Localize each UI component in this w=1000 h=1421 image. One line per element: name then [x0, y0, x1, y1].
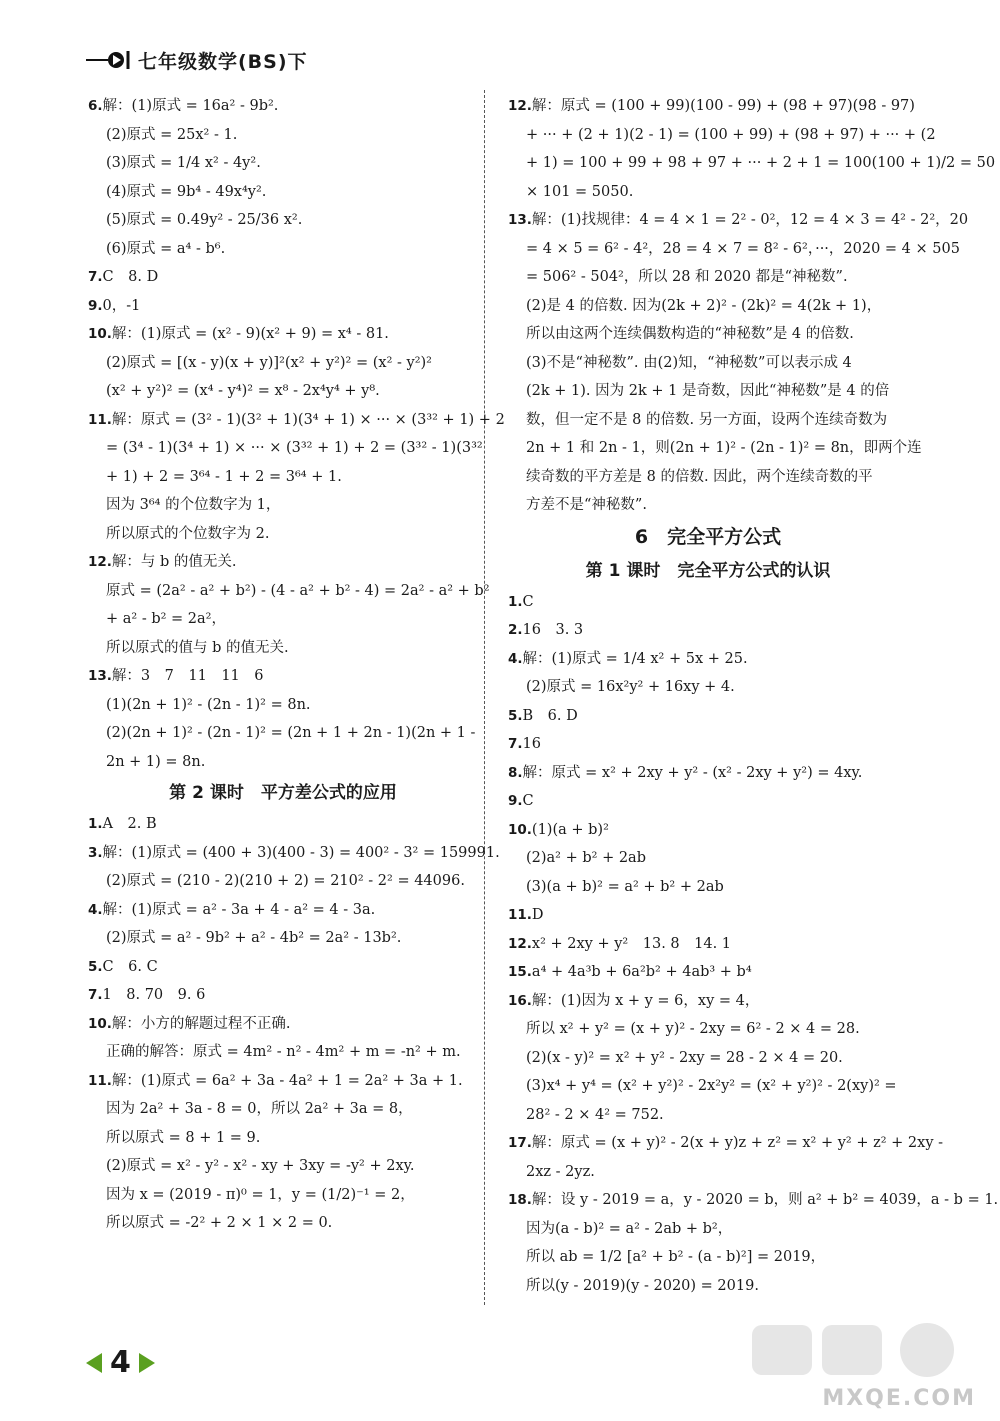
answer-text: (2)(x - y)² = x² + y² - 2xy = 28 - 2 × 4 = 20.: [526, 1049, 843, 1066]
answer-line: [88, 605, 478, 634]
answer-item: [88, 92, 478, 121]
answer-text: 2xz - 2yz.: [526, 1163, 595, 1180]
answer-line: [508, 292, 908, 321]
question-number: 12.: [508, 98, 532, 114]
answer-text: (3)不是“神秘数”. 由(2)知，“神秘数”可以表示成 4: [526, 354, 852, 371]
answer-text: a⁴ + 4a³b + 6a²b² + 4ab³ + b⁴: [531, 964, 752, 980]
answer-item: [508, 816, 908, 845]
answer-item: [88, 839, 500, 868]
book-title: 七年级数学(BS)下: [138, 50, 308, 73]
answer-text: (2)a² + b² + 2ab: [526, 850, 646, 866]
answer-text: x² + 2xy + y² 13. 8 14. 1: [531, 935, 732, 952]
answer-item: [88, 953, 478, 982]
answer-line: [508, 434, 922, 463]
answer-text: 解：原式 = (3² - 1)(3² + 1)(3⁴ + 1) × ··· × (3³² + 1) + 2: [111, 411, 505, 428]
answer-item: [508, 1186, 999, 1215]
answer-line: [88, 1124, 478, 1153]
answer-item: [508, 901, 908, 930]
answer-line: [88, 377, 478, 406]
answer-text: (4)原式 = 9b⁴ - 49x⁴y².: [106, 183, 267, 200]
answer-line: [88, 178, 478, 207]
answer-item: [88, 896, 478, 925]
answer-item: [508, 616, 908, 645]
answer-item: [88, 548, 478, 577]
question-number: 10.: [508, 821, 532, 838]
answer-text: 解：3 7 11 11 6: [111, 668, 264, 684]
answer-line: [88, 349, 478, 378]
answer-item: [88, 320, 478, 349]
answer-item: [88, 810, 478, 839]
answer-text: 解：(1)因为 x + y = 6，xy = 4，: [531, 992, 760, 1009]
answer-item: [508, 1129, 944, 1158]
answer-item: [88, 1067, 478, 1096]
answer-text: = (3⁴ - 1)(3⁴ + 1) × ··· × (3³² + 1) + 2 = (3³² - 1)(3³²: [106, 440, 483, 456]
answer-line: [508, 673, 908, 702]
answer-text: 解：(1)找规律：4 = 4 × 1 = 2² - 0²，12 = 4 × 3 = 4² - 2²，20: [531, 212, 969, 228]
answer-item: [508, 206, 969, 235]
answer-text: B 6. D: [522, 707, 578, 724]
answer-text: (6)原式 = a⁴ - b⁶.: [106, 240, 226, 257]
answer-text: (1)(2n + 1)² - (2n - 1)² = 8n.: [106, 696, 311, 713]
answer-line: [508, 349, 908, 378]
answer-line: [508, 1101, 908, 1130]
answer-text: C: [522, 593, 534, 610]
answer-line: [508, 377, 908, 406]
question-number: 11.: [508, 907, 532, 923]
answer-line: [508, 1044, 908, 1073]
answer-text: 28² - 2 × 4² = 752.: [526, 1106, 664, 1123]
answer-line: [508, 491, 908, 520]
answer-text: = 506² - 504²，所以 28 和 2020 都是“神秘数”.: [526, 269, 848, 285]
answer-text: 所以原式的值与 b 的值无关.: [106, 639, 289, 656]
answer-line: [88, 235, 478, 264]
answer-item: [508, 787, 908, 816]
answer-line: [88, 691, 478, 720]
answer-line: [88, 206, 478, 235]
answer-item: [508, 702, 908, 731]
answer-text: 所以由这两个连续偶数构造的“神秘数”是 4 的倍数.: [526, 326, 854, 342]
answer-text: 正确的解答：原式 = 4m² - n² - 4m² + m = -n² + m.: [106, 1044, 461, 1060]
answer-text: 解：(1)原式 = (x² - 9)(x² + 9) = x⁴ - 81.: [111, 326, 389, 342]
answer-text: 数，但一定不是 8 的倍数. 另一方面，设两个连续奇数为: [526, 411, 888, 428]
answer-item: [508, 92, 915, 121]
answer-text: 解：(1)原式 = 6a² + 3a - 4a² + 1 = 2a² + 3a + 1.: [111, 1072, 463, 1089]
answer-line: [508, 1243, 908, 1272]
page-number-footer: [86, 1345, 155, 1380]
answer-text: (2)原式 = x² - y² - x² - xy + 3xy = -y² + 2xy.: [106, 1158, 415, 1174]
question-number: 3.: [88, 844, 103, 861]
answer-text: + a² - b² = 2a²，: [106, 611, 226, 627]
answer-text: 所以原式的个位数字为 2.: [106, 525, 270, 542]
answer-text: × 101 = 5050.: [526, 183, 634, 200]
answer-text: 2n + 1 和 2n - 1，则(2n + 1)² - (2n - 1)² = 8n，即两个连: [526, 440, 922, 456]
answer-item: [88, 406, 505, 435]
question-number: 12.: [508, 935, 532, 952]
question-number: 16.: [508, 992, 532, 1009]
answer-item: [508, 730, 908, 759]
answer-text: 所以(y - 2019)(y - 2020) = 2019.: [526, 1277, 759, 1294]
answer-item: [88, 1010, 478, 1039]
question-number: 1.: [508, 593, 523, 610]
answer-text: (3)x⁴ + y⁴ = (x² + y²)² - 2x²y² = (x² + y²)² - 2(xy)² =: [526, 1078, 897, 1094]
answer-item: [508, 588, 908, 617]
question-number: 10.: [88, 326, 112, 342]
answer-line: [88, 149, 478, 178]
answer-text: 2n + 1) = 8n.: [106, 753, 206, 770]
answer-text: 所以原式 = -2² + 2 × 1 × 2 = 0.: [106, 1215, 333, 1231]
answer-line: [508, 235, 960, 264]
column-divider: [484, 90, 485, 1305]
answer-text: + ··· + (2 + 1)(2 - 1) = (100 + 99) + (98 + 97) + ··· + (2: [526, 126, 936, 143]
answer-line: [508, 178, 908, 207]
question-number: 4.: [88, 901, 103, 918]
question-number: 15.: [508, 964, 532, 980]
answer-text: (2)原式 = 16x²y² + 16xy + 4.: [526, 679, 735, 695]
answer-item: [508, 645, 908, 674]
answer-line: [88, 1095, 478, 1124]
answer-item: [508, 759, 908, 788]
answer-line: [508, 873, 908, 902]
answer-line: [508, 1158, 908, 1187]
answer-text: (3)(a + b)² = a² + b² + 2ab: [526, 878, 724, 895]
book-logo-icon: [86, 49, 134, 71]
question-number: 7.: [88, 269, 103, 285]
question-number: 17.: [508, 1135, 532, 1151]
answer-text: D: [531, 907, 544, 923]
answer-line: [88, 520, 478, 549]
answer-line: [508, 1215, 908, 1244]
page-number: 4: [110, 1345, 131, 1380]
answer-text: 解：原式 = (x + y)² - 2(x + y)z + z² = x² + y² + z² + 2xy -: [531, 1135, 944, 1151]
answer-line: [508, 844, 908, 873]
answer-line: [508, 1015, 908, 1044]
answer-line: [88, 924, 478, 953]
answer-text: 解：设 y - 2019 = a，y - 2020 = b，则 a² + b² = 4039，a - b = 1.: [531, 1192, 999, 1208]
answer-text: 所以原式 = 8 + 1 = 9.: [106, 1129, 261, 1146]
answer-line: [88, 121, 478, 150]
answer-line: [88, 1038, 478, 1067]
answer-text: + 1) + 2 = 3⁶⁴ - 1 + 2 = 3⁶⁴ + 1.: [106, 468, 342, 485]
answer-text: 解：与 b 的值无关.: [111, 554, 237, 570]
answer-item: [88, 263, 478, 292]
question-number: 9.: [508, 793, 523, 809]
answer-text: C 6. C: [102, 958, 158, 975]
answer-text: (2)原式 = (210 - 2)(210 + 2) = 210² - 2² = 44096.: [106, 873, 465, 889]
answer-line: [88, 434, 483, 463]
question-number: 10.: [88, 1015, 112, 1032]
answer-line: [508, 149, 996, 178]
answer-line: [88, 867, 478, 896]
answer-text: (2)(2n + 1)² - (2n - 1)² = (2n + 1 + 2n - 1)(2n + 1 -: [106, 725, 476, 741]
answer-line: [508, 121, 936, 150]
section-heading: 第 2 课时 平方差公式的应用: [169, 783, 397, 803]
page-header: [86, 46, 308, 74]
answer-text: 所以 ab = 1/2 [a² + b² - (a - b)²] = 2019，: [526, 1249, 826, 1265]
question-number: 5.: [88, 958, 103, 975]
answer-item: [88, 981, 478, 1010]
answer-text: 解：原式 = (100 + 99)(100 - 99) + (98 + 97)(98 - 97): [531, 98, 915, 114]
answer-line: [88, 491, 478, 520]
answer-item: [508, 958, 908, 987]
answer-item: [508, 987, 908, 1016]
answer-line: [508, 406, 908, 435]
answer-text: (x² + y²)² = (x⁴ - y⁴)² = x⁸ - 2x⁴y⁴ + y⁸.: [106, 383, 380, 399]
question-number: 5.: [508, 707, 523, 724]
question-number: 4.: [508, 650, 523, 667]
right-column: [508, 92, 999, 1300]
answer-line: [508, 463, 908, 492]
question-number: 8.: [508, 764, 523, 781]
answer-text: (1)(a + b)²: [531, 821, 609, 838]
section-heading: 6 完全平方公式: [634, 525, 782, 548]
question-number: 9.: [88, 297, 103, 314]
question-number: 11.: [88, 411, 112, 428]
answer-text: (2k + 1). 因为 2k + 1 是奇数，因此“神秘数”是 4 的倍: [526, 383, 890, 399]
answer-text: 1 8. 70 9. 6: [102, 987, 206, 1003]
question-number: 7.: [508, 736, 523, 752]
answer-text: (5)原式 = 0.49y² - 25/36 x².: [106, 212, 303, 228]
answer-line: [88, 463, 478, 492]
answer-text: 解：(1)原式 = (400 + 3)(400 - 3) = 400² - 3² = 159991.: [102, 844, 500, 861]
answer-text: C: [522, 793, 534, 809]
answer-text: (3)原式 = 1/4 x² - 4y².: [106, 155, 261, 171]
answer-text: 解：(1)原式 = 1/4 x² + 5x + 25.: [522, 650, 748, 667]
answer-text: (2)原式 = [(x - y)(x + y)]²(x² + y²)² = (x² - y²)²: [106, 354, 432, 371]
answer-line: [88, 1181, 478, 1210]
answer-text: 解：(1)原式 = 16a² - 9b².: [102, 98, 279, 114]
answer-item: [88, 662, 478, 691]
answer-line: [88, 1209, 478, 1238]
answer-text: 解：(1)原式 = a² - 3a + 4 - a² = 4 - 3a.: [102, 901, 376, 918]
answer-text: 因为 x = (2019 - π)⁰ = 1，y = (1/2)⁻¹ = 2，: [106, 1186, 415, 1203]
answer-text: A 2. B: [102, 816, 157, 832]
answer-line: [508, 320, 908, 349]
answer-line: [88, 1152, 478, 1181]
answer-text: 16 3. 3: [522, 622, 584, 638]
question-number: 2.: [508, 622, 523, 638]
answer-text: (2)原式 = a² - 9b² + a² - 4b² = 2a² - 13b².: [106, 930, 402, 946]
answer-item: [508, 930, 908, 959]
answer-text: (2)原式 = 25x² - 1.: [106, 126, 238, 143]
arrow-left-icon: [86, 1353, 102, 1373]
answer-text: 16: [522, 736, 541, 752]
answer-text: 原式 = (2a² - a² + b²) - (4 - a² + b² - 4) = 2a² - a² + b²: [106, 582, 490, 599]
question-number: 13.: [88, 668, 112, 684]
answer-text: 解：原式 = x² + 2xy + y² - (x² - 2xy + y²) = 4xy.: [522, 764, 863, 781]
question-number: 13.: [508, 212, 532, 228]
answer-text: 方差不是“神秘数”.: [526, 497, 647, 513]
answer-text: (2)是 4 的倍数. 因为(2k + 2)² - (2k)² = 4(2k + 1)，: [526, 297, 882, 314]
question-number: 7.: [88, 987, 103, 1003]
section-heading: 第 1 课时 完全平方公式的认识: [585, 560, 831, 581]
answer-line: [508, 1272, 908, 1301]
answer-text: 解：小方的解题过程不正确.: [111, 1015, 291, 1032]
answer-line: [88, 719, 478, 748]
answer-text: 所以 x² + y² = (x + y)² - 2xy = 6² - 2 × 4 = 28.: [526, 1021, 860, 1037]
question-number: 11.: [88, 1072, 112, 1089]
answer-text: 因为 2a² + 3a - 8 = 0，所以 2a² + 3a = 8，: [106, 1101, 413, 1117]
arrow-right-icon: [139, 1353, 155, 1373]
question-number: 6.: [88, 98, 103, 114]
answer-text: = 4 × 5 = 6² - 4²，28 = 4 × 7 = 8² - 6²，···，2020 = 4 × 505: [526, 240, 960, 257]
answer-line: [88, 577, 490, 606]
answer-line: [88, 748, 478, 777]
answer-text: 续奇数的平方差是 8 的倍数. 因此，两个连续奇数的平: [526, 468, 873, 485]
answer-text: + 1) = 100 + 99 + 98 + 97 + ··· + 2 + 1 = 100(100 + 1)/2 = 50: [526, 155, 996, 171]
answer-line: [508, 1072, 908, 1101]
answer-item: [88, 292, 478, 321]
watermark-text: MXQE.COM: [822, 1386, 976, 1411]
question-number: 1.: [88, 816, 103, 832]
answer-text: 因为 3⁶⁴ 的个位数字为 1，: [106, 497, 281, 513]
left-column: [88, 92, 505, 1238]
answer-line: [88, 634, 478, 663]
question-number: 12.: [88, 554, 112, 570]
answer-text: 0，-1: [102, 297, 141, 314]
answer-text: C 8. D: [102, 269, 159, 285]
answer-line: [508, 263, 908, 292]
question-number: 18.: [508, 1192, 532, 1208]
answer-text: 因为(a - b)² = a² - 2ab + b²，: [526, 1220, 733, 1237]
